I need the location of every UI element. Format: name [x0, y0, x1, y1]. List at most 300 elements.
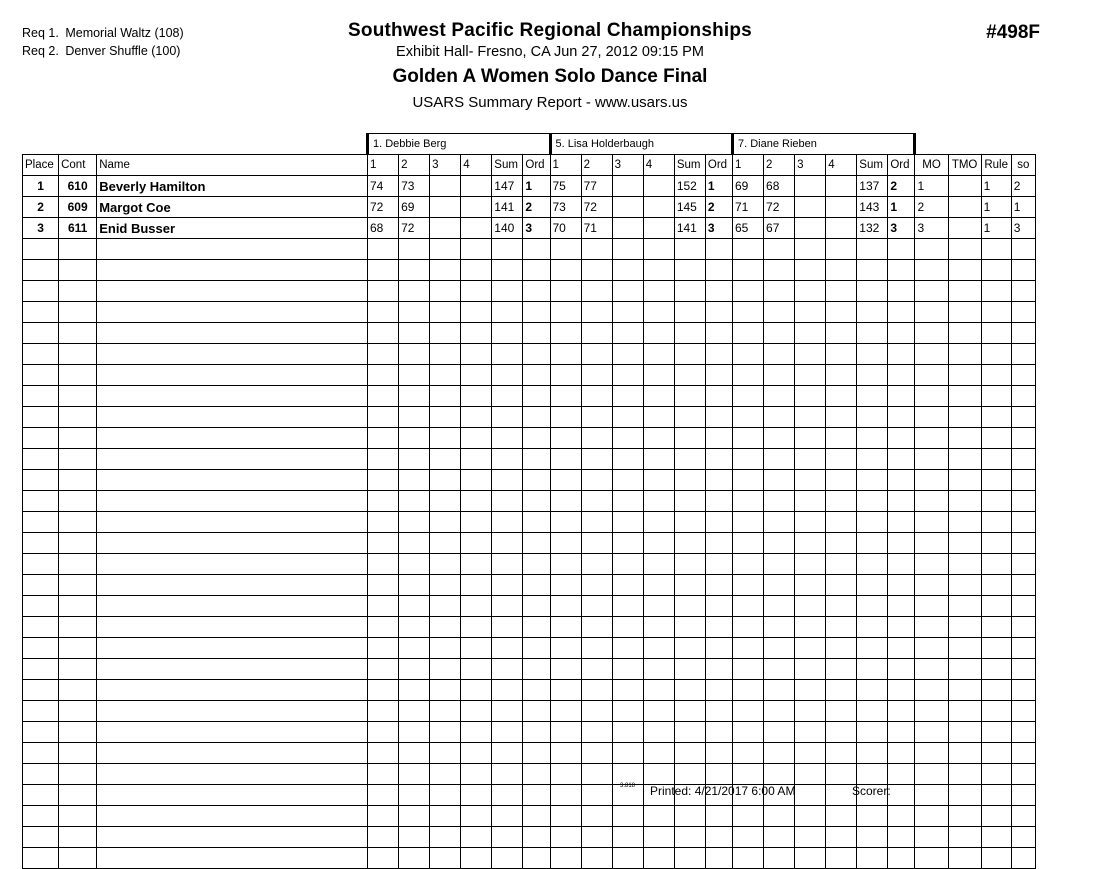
cell-so: [1011, 575, 1035, 596]
cell-name: [97, 449, 368, 470]
cell-j1-score1: [367, 449, 398, 470]
col-head-j3-ord: Ord: [888, 155, 915, 176]
cell-place: [23, 386, 59, 407]
cell-mo: [915, 386, 948, 407]
cell-j1-score1: [367, 428, 398, 449]
cell-j1-sum: [492, 449, 523, 470]
cell-j1-score3: [430, 260, 461, 281]
cell-j2-score1: [550, 428, 581, 449]
cell-j3-score4: [826, 596, 857, 617]
cell-name: [97, 323, 368, 344]
cell-j1-ord: [523, 323, 550, 344]
cell-j1-score1: [367, 827, 398, 848]
cell-j2-score4: [643, 386, 674, 407]
cell-j3-score2: [764, 302, 795, 323]
cell-so: 2: [1011, 176, 1035, 197]
cell-mo: [915, 344, 948, 365]
cell-j3-score4: [826, 470, 857, 491]
cell-mo: [915, 260, 948, 281]
col-head-j1-d1: 1: [367, 155, 398, 176]
cell-j2-ord: [705, 491, 732, 512]
cell-j2-score1: [550, 449, 581, 470]
cell-j1-ord: [523, 596, 550, 617]
cell-j3-ord: [888, 428, 915, 449]
cell-j2-score4: [643, 470, 674, 491]
cell-place: [23, 848, 59, 869]
cell-j3-score1: [732, 365, 763, 386]
cell-place: [23, 302, 59, 323]
cell-j3-sum: [857, 575, 888, 596]
cell-j1-score1: [367, 491, 398, 512]
cell-j3-score3: [795, 428, 826, 449]
cell-j1-score4: [461, 743, 492, 764]
cell-j3-score2: [764, 281, 795, 302]
cell-j2-score1: [550, 659, 581, 680]
cell-j3-score1: [732, 239, 763, 260]
cell-j2-ord: [705, 449, 732, 470]
cell-j3-score4: [826, 554, 857, 575]
cell-j1-score2: 72: [399, 218, 430, 239]
cell-j1-score2: 73: [399, 176, 430, 197]
cell-j2-score3: [612, 386, 643, 407]
cell-j1-score2: [399, 239, 430, 260]
table-row-empty: [23, 386, 1036, 407]
cell-j1-score3: [430, 701, 461, 722]
cell-j1-score4: [461, 617, 492, 638]
cell-j3-sum: [857, 281, 888, 302]
cell-j2-score2: [581, 638, 612, 659]
cell-tmo: [948, 722, 981, 743]
cell-j2-ord: [705, 680, 732, 701]
cell-j2-sum: [674, 449, 705, 470]
cell-j2-score3: [612, 239, 643, 260]
cell-place: [23, 554, 59, 575]
cell-j2-score2: [581, 491, 612, 512]
cell-j2-score3: [612, 848, 643, 869]
cell-j1-score4: [461, 806, 492, 827]
cell-name: [97, 428, 368, 449]
requirement-text: Memorial Waltz (108): [65, 26, 184, 40]
cell-j1-score3: [430, 848, 461, 869]
cell-j2-score2: [581, 533, 612, 554]
cell-so: [1011, 554, 1035, 575]
cell-j1-score4: [461, 638, 492, 659]
cell-name: [97, 281, 368, 302]
judge-label-1: 1. Debbie Berg: [367, 134, 550, 155]
cell-j1-ord: [523, 386, 550, 407]
cell-j2-score3: [612, 701, 643, 722]
cell-j1-score2: [399, 848, 430, 869]
cell-rule: [981, 281, 1011, 302]
cell-j3-score2: [764, 428, 795, 449]
cell-j3-score2: [764, 344, 795, 365]
cell-j2-score1: [550, 323, 581, 344]
cell-cont: [59, 722, 97, 743]
table-row-empty: [23, 323, 1036, 344]
cell-j1-score1: [367, 638, 398, 659]
cell-j2-score1: [550, 386, 581, 407]
cell-j2-ord: [705, 827, 732, 848]
cell-tmo: [948, 407, 981, 428]
table-row-empty: [23, 365, 1036, 386]
cell-j1-score2: [399, 806, 430, 827]
venue-datetime: Exhibit Hall- Fresno, CA Jun 27, 2012 09:15 PM: [396, 44, 704, 60]
cell-j3-score1: [732, 533, 763, 554]
cell-j2-score3: [612, 827, 643, 848]
cell-j2-ord: [705, 386, 732, 407]
cell-j1-sum: [492, 596, 523, 617]
cell-so: [1011, 407, 1035, 428]
cell-j2-sum: [674, 512, 705, 533]
cell-j3-score2: [764, 596, 795, 617]
cell-j1-score3: [430, 302, 461, 323]
cell-j2-sum: [674, 848, 705, 869]
cell-j2-score2: [581, 848, 612, 869]
cell-j2-score1: [550, 239, 581, 260]
cell-j1-sum: [492, 407, 523, 428]
cell-j3-score3: [795, 617, 826, 638]
cell-j2-ord: [705, 848, 732, 869]
cell-j2-score2: [581, 449, 612, 470]
cell-j3-score2: [764, 743, 795, 764]
cell-j2-score2: [581, 365, 612, 386]
cell-j1-ord: [523, 239, 550, 260]
cell-j3-sum: [857, 680, 888, 701]
cell-j1-score4: [461, 239, 492, 260]
cell-j1-score3: [430, 806, 461, 827]
cell-j1-score3: [430, 533, 461, 554]
table-row-empty: [23, 512, 1036, 533]
cell-cont: [59, 743, 97, 764]
cell-j2-score1: 73: [550, 197, 581, 218]
col-head-j2-ord: Ord: [705, 155, 732, 176]
cell-tmo: [948, 197, 981, 218]
cell-j3-score3: [795, 470, 826, 491]
cell-j2-score1: [550, 743, 581, 764]
cell-place: [23, 806, 59, 827]
cell-j3-sum: [857, 848, 888, 869]
cell-j1-score1: [367, 617, 398, 638]
cell-so: [1011, 743, 1035, 764]
cell-j3-score1: [732, 491, 763, 512]
cell-j3-score3: [795, 176, 826, 197]
cell-j1-score4: [461, 554, 492, 575]
cell-j1-score1: [367, 344, 398, 365]
cell-place: [23, 827, 59, 848]
cell-j1-ord: 2: [523, 197, 550, 218]
cell-name: [97, 344, 368, 365]
cell-mo: [915, 449, 948, 470]
cell-j3-sum: [857, 701, 888, 722]
cell-name: [97, 848, 368, 869]
cell-so: [1011, 680, 1035, 701]
cell-j1-score2: [399, 281, 430, 302]
table-row-empty: [23, 848, 1036, 869]
cell-j3-sum: [857, 344, 888, 365]
cell-j1-sum: [492, 365, 523, 386]
cell-j1-score3: [430, 218, 461, 239]
cell-place: [23, 596, 59, 617]
cell-j1-sum: [492, 554, 523, 575]
cell-tmo: [948, 701, 981, 722]
cell-mo: [915, 365, 948, 386]
cell-j1-score4: [461, 386, 492, 407]
cell-mo: [915, 323, 948, 344]
cell-j3-score2: [764, 701, 795, 722]
cell-j3-score2: [764, 491, 795, 512]
cell-j3-score2: [764, 680, 795, 701]
cell-mo: [915, 701, 948, 722]
version-label: 3.818: [620, 783, 636, 789]
cell-j3-ord: 1: [888, 197, 915, 218]
cell-mo: [915, 407, 948, 428]
cell-tmo: [948, 806, 981, 827]
cell-j3-score4: [826, 806, 857, 827]
cell-j3-sum: [857, 449, 888, 470]
cell-j1-score3: [430, 386, 461, 407]
cell-j2-score4: [643, 491, 674, 512]
judge-header-row: [23, 134, 1036, 155]
cell-so: [1011, 848, 1035, 869]
cell-j2-score4: [643, 281, 674, 302]
cell-rule: 1: [981, 197, 1011, 218]
cell-j2-ord: [705, 722, 732, 743]
cell-j2-score2: [581, 428, 612, 449]
cell-j3-score3: [795, 722, 826, 743]
cell-j1-sum: [492, 323, 523, 344]
cell-j2-ord: 3: [705, 218, 732, 239]
cell-j1-score3: [430, 176, 461, 197]
cell-j2-sum: [674, 701, 705, 722]
cell-j1-score2: [399, 554, 430, 575]
cell-j3-score4: [826, 365, 857, 386]
cell-j3-ord: [888, 449, 915, 470]
cell-j2-score3: [612, 617, 643, 638]
cell-j1-score4: [461, 512, 492, 533]
cell-j1-score3: [430, 722, 461, 743]
cell-j1-ord: [523, 449, 550, 470]
cell-j1-score4: [461, 449, 492, 470]
cell-j2-ord: [705, 260, 732, 281]
cell-place: [23, 491, 59, 512]
cell-j3-ord: [888, 365, 915, 386]
cell-mo: [915, 596, 948, 617]
cell-name: [97, 659, 368, 680]
cell-j1-score4: [461, 659, 492, 680]
cell-j2-ord: [705, 533, 732, 554]
cell-j3-score2: [764, 407, 795, 428]
cell-place: [23, 407, 59, 428]
cell-cont: [59, 806, 97, 827]
cell-j3-sum: [857, 743, 888, 764]
cell-cont: [59, 449, 97, 470]
cell-j2-score1: [550, 281, 581, 302]
cell-j2-score4: [643, 659, 674, 680]
cell-j2-score3: [612, 575, 643, 596]
cell-j2-score4: [643, 218, 674, 239]
cell-j1-sum: 140: [492, 218, 523, 239]
cell-so: [1011, 659, 1035, 680]
cell-j2-sum: [674, 302, 705, 323]
cell-j3-score3: [795, 386, 826, 407]
cell-j1-score2: [399, 323, 430, 344]
cell-j1-score2: [399, 491, 430, 512]
cell-j3-score4: [826, 281, 857, 302]
cell-j3-sum: [857, 533, 888, 554]
cell-j2-ord: [705, 365, 732, 386]
cell-j3-score3: [795, 365, 826, 386]
cell-cont: [59, 617, 97, 638]
cell-j2-score3: [612, 197, 643, 218]
table-row-empty: [23, 743, 1036, 764]
cell-j1-score3: [430, 491, 461, 512]
cell-j2-score1: 70: [550, 218, 581, 239]
cell-j2-ord: [705, 302, 732, 323]
cell-j2-ord: [705, 617, 732, 638]
cell-tmo: [948, 575, 981, 596]
cell-rule: [981, 743, 1011, 764]
cell-j3-score3: [795, 281, 826, 302]
cell-j2-score1: [550, 617, 581, 638]
cell-j3-score2: [764, 806, 795, 827]
cell-j1-score4: [461, 428, 492, 449]
cell-j2-score2: [581, 281, 612, 302]
cell-name: [97, 575, 368, 596]
cell-j1-score4: [461, 596, 492, 617]
cell-j2-sum: [674, 533, 705, 554]
cell-j3-score3: [795, 197, 826, 218]
cell-j3-score4: [826, 218, 857, 239]
cell-j2-score2: [581, 386, 612, 407]
cell-j3-score4: [826, 701, 857, 722]
cell-tmo: [948, 470, 981, 491]
cell-tmo: [948, 323, 981, 344]
cell-place: [23, 512, 59, 533]
cell-tmo: [948, 428, 981, 449]
cell-tmo: [948, 491, 981, 512]
results-table: [22, 133, 1036, 869]
results-rows: [23, 176, 1036, 869]
cell-j2-score2: [581, 344, 612, 365]
cell-j2-sum: [674, 743, 705, 764]
cell-cont: [59, 554, 97, 575]
col-head-j1-d4: 4: [461, 155, 492, 176]
cell-j3-score4: [826, 302, 857, 323]
cell-j1-score1: 72: [367, 197, 398, 218]
cell-name: [97, 596, 368, 617]
cell-j3-score4: [826, 533, 857, 554]
cell-j3-ord: [888, 617, 915, 638]
cell-j3-score4: [826, 449, 857, 470]
cell-j1-ord: [523, 365, 550, 386]
cell-cont: [59, 848, 97, 869]
cell-rule: [981, 596, 1011, 617]
col-head-j1-sum: Sum: [492, 155, 523, 176]
cell-mo: [915, 659, 948, 680]
cell-j3-score2: [764, 512, 795, 533]
cell-place: 3: [23, 218, 59, 239]
cell-rule: 1: [981, 218, 1011, 239]
cell-j1-sum: [492, 680, 523, 701]
cell-j3-score2: [764, 827, 795, 848]
cell-j1-sum: [492, 806, 523, 827]
cell-j2-score3: [612, 743, 643, 764]
cell-tmo: [948, 365, 981, 386]
cell-j3-score2: [764, 239, 795, 260]
cell-so: [1011, 386, 1035, 407]
cell-j3-ord: [888, 575, 915, 596]
cell-j2-score3: [612, 449, 643, 470]
cell-j1-score3: [430, 407, 461, 428]
cell-tmo: [948, 659, 981, 680]
cell-rule: [981, 722, 1011, 743]
cell-j2-score3: [612, 218, 643, 239]
cell-j3-score2: [764, 638, 795, 659]
cell-place: [23, 701, 59, 722]
cell-j2-score4: [643, 722, 674, 743]
cell-j1-score2: [399, 533, 430, 554]
cell-cont: [59, 680, 97, 701]
requirement-label: Req 1.: [22, 26, 59, 40]
cell-j1-score4: [461, 281, 492, 302]
event-number: #498F: [986, 22, 1040, 43]
cell-j2-sum: [674, 638, 705, 659]
cell-j2-score4: [643, 365, 674, 386]
cell-j1-score2: [399, 428, 430, 449]
cell-j1-score4: [461, 680, 492, 701]
cell-rule: 1: [981, 176, 1011, 197]
cell-j3-ord: [888, 533, 915, 554]
cell-j1-score3: [430, 743, 461, 764]
cell-j3-score2: 68: [764, 176, 795, 197]
col-head-j2-sum: Sum: [674, 155, 705, 176]
cell-cont: [59, 827, 97, 848]
cell-name: [97, 239, 368, 260]
cell-j2-score3: [612, 323, 643, 344]
cell-j3-score1: [732, 617, 763, 638]
cell-tmo: [948, 596, 981, 617]
cell-j3-sum: [857, 491, 888, 512]
cell-j3-score1: [732, 722, 763, 743]
cell-j2-score2: [581, 596, 612, 617]
cell-j1-score1: [367, 386, 398, 407]
col-head-j1-d3: 3: [430, 155, 461, 176]
cell-j2-sum: 152: [674, 176, 705, 197]
cell-j1-score4: [461, 365, 492, 386]
cell-j2-score3: [612, 491, 643, 512]
cell-rule: [981, 365, 1011, 386]
cell-j3-score3: [795, 827, 826, 848]
cell-j2-score2: [581, 323, 612, 344]
cell-j3-score4: [826, 260, 857, 281]
cell-j1-score2: [399, 827, 430, 848]
cell-j2-score4: [643, 596, 674, 617]
cell-j1-score4: [461, 827, 492, 848]
cell-j2-ord: [705, 659, 732, 680]
cell-j1-score2: [399, 260, 430, 281]
cell-j2-score4: [643, 848, 674, 869]
cell-j2-score1: [550, 365, 581, 386]
cell-mo: [915, 827, 948, 848]
cell-j3-ord: [888, 260, 915, 281]
cell-j3-ord: [888, 806, 915, 827]
cell-so: [1011, 491, 1035, 512]
cell-tmo: [948, 239, 981, 260]
cell-name: [97, 470, 368, 491]
cell-name: [97, 407, 368, 428]
cell-j1-sum: [492, 512, 523, 533]
document-footer: [22, 780, 1036, 802]
